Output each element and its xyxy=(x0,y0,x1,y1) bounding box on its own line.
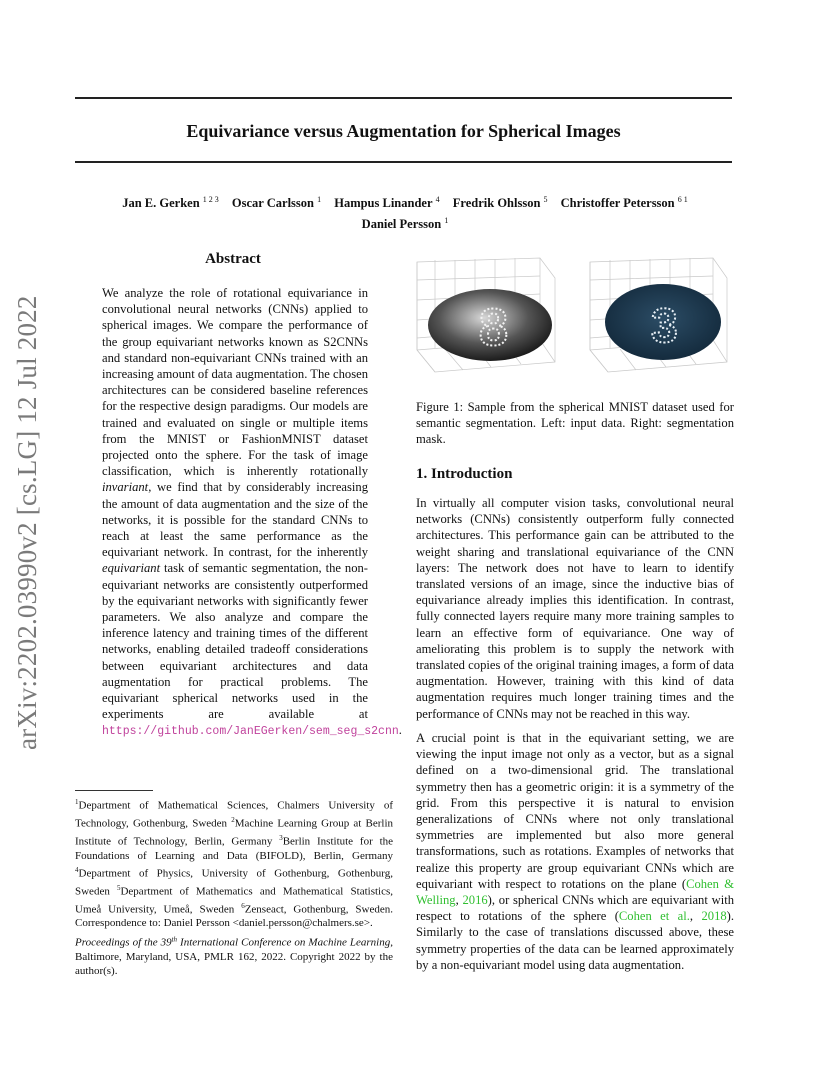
paper-title: Equivariance versus Augmentation for Spherical Images xyxy=(186,121,621,141)
citation-year-link[interactable]: 2018 xyxy=(701,909,727,924)
author: Oscar Carlsson $^1$ xyxy=(231,195,322,211)
intro-paragraph-1: In virtually all computer vision tasks, convolutional neural networks (CNNs) consistently outperform fully connected architectures. This performance gain can be attributed to the weight sharing and translational equivariance of the CNN layers: The network does not have to learn to identify translated versions of an image, since the inductive bias of equivariance already implies this identification. In contrast, fully connected layers require many more training samples to learn an effective form of equivariance. One way of ameliorating this problem is to supply the network with translated copies of the original training images, a form of data augmentation. However, training with this kind of data augmentation requires much longer training times and the performance of CNNs may not be reached in this way. xyxy=(416,496,734,721)
citation-year-link[interactable]: 2016 xyxy=(462,893,488,908)
author: Daniel Persson $^1$ xyxy=(361,216,449,232)
author: Jan E. Gerken $^{1 2 3}$ xyxy=(122,195,219,211)
top-rule xyxy=(75,97,732,99)
affiliations-footnote: $^1$Department of Mathematical Sciences, Chalmers University of Technology, Gothenburg, Sweden $^2$Machine Learning Group at Berlin Institute of Technology, Berlin, Germany $^3$Berlin Institute for the Foundations of Learning and Data (BIFOLD), Berlin, Germany $^4$Department of Physics, University of Gothenburg, Gothenburg, Sweden $^5$Department of Mathematics and Mathematical Statistics, Umeå University, Umeå, Sweden $^6$Zenseact, Gothenburg, Sweden. Correspondence to: Daniel Persson <daniel.persson@chalmers.se>. xyxy=(75,798,394,930)
title-bottom-rule xyxy=(75,161,732,163)
footnote-rule xyxy=(75,790,153,791)
proceedings-note: Proceedings of the 39th International Conference on Machine Learning, Baltimore, Maryland, USA, PMLR 162, 2022. Copyright 2022 by the author(s). xyxy=(75,935,393,978)
spherical-mnist-figure xyxy=(405,250,735,390)
author: Christoffer Petersson $^{6 1}$ xyxy=(560,195,688,211)
citation-link[interactable]: Cohen et al. xyxy=(618,909,690,924)
code-link[interactable]: https://github.com/JanEGerken/sem_seg_s2cnn xyxy=(102,725,399,739)
abstract-body: We analyze the role of rotational equivariance in convolutional neural networks (CNNs) applied to spherical images. We compare the performance of the group equivariant networks known as S2CNNs and standard non-equivariant CNNs trained with an increasing amount of data augmentation. The chosen architectures can be considered baseline references for the respective design paradigms. Our models are trained and evaluated on single or multiple items from the MNIST or FashionMNIST dataset projected onto the sphere. For the task of image classification, which is inherently rotationally invariant, we find that by considerably increasing the amount of data augmentation and the size of the networks, it is possible for the standard CNNs to reach at least the same performance as the equivariant network. In contrast, for the inherently equivariant task of semantic segmentation, the non-equivariant networks are consistently outperformed by the equivariant networks with significantly fewer parameters. We also analyze and compare the inference latency and training times of the different networks, enabling detailed tradeoff considerations between equivariant architectures and data augmentation for practical problems. The equivariant spherical networks used in the experiments are available at https://github.com/JanEGerken/sem_seg_s2cnn. xyxy=(102,286,402,739)
intro-paragraph-2: A crucial point is that in the equivariant setting, we are viewing the input image not only as a vector, but as a signal defined on a two-dimensional grid. The translational symmetry then has a geometric origin: it is a symmetry of the grid. From this perspective it is natural to envision generalizations of CNNs where not only translational symmetries are implemented but also more general transformations, such as rotations. Examples of networks that realize this property are group equivariant CNNs which are equivariant with respect to rotations on the plane (Cohen & Welling, 2016), or spherical CNNs which are equivariant with respect to rotations of the sphere (Cohen et al., 2018). Similarly to the case of translations discussed above, these symmetry properties of the data can be learned approximately by a non-equivariant model using data augmentation. xyxy=(416,731,734,972)
arxiv-stamp: arXiv:2202.03990v2 [cs.LG] 12 Jul 2022 xyxy=(12,295,42,750)
citation-link[interactable]: Cohen & Welling xyxy=(416,876,734,908)
author: Hampus Linander $^4$ xyxy=(334,195,440,211)
figure-1 xyxy=(405,250,735,390)
right-digit: 3 xyxy=(651,300,678,353)
author: Fredrik Ohlsson $^5$ xyxy=(452,195,548,211)
author-list xyxy=(80,191,730,233)
figure-caption: Figure 1: Sample from the spherical MNIST dataset used for semantic segmentation. Left: input data. Right: segmentation mask. xyxy=(416,400,734,446)
abstract-heading: Abstract xyxy=(205,251,261,267)
section-heading-introduction: 1. Introduction xyxy=(416,466,513,482)
left-digit: 8 xyxy=(479,299,508,357)
